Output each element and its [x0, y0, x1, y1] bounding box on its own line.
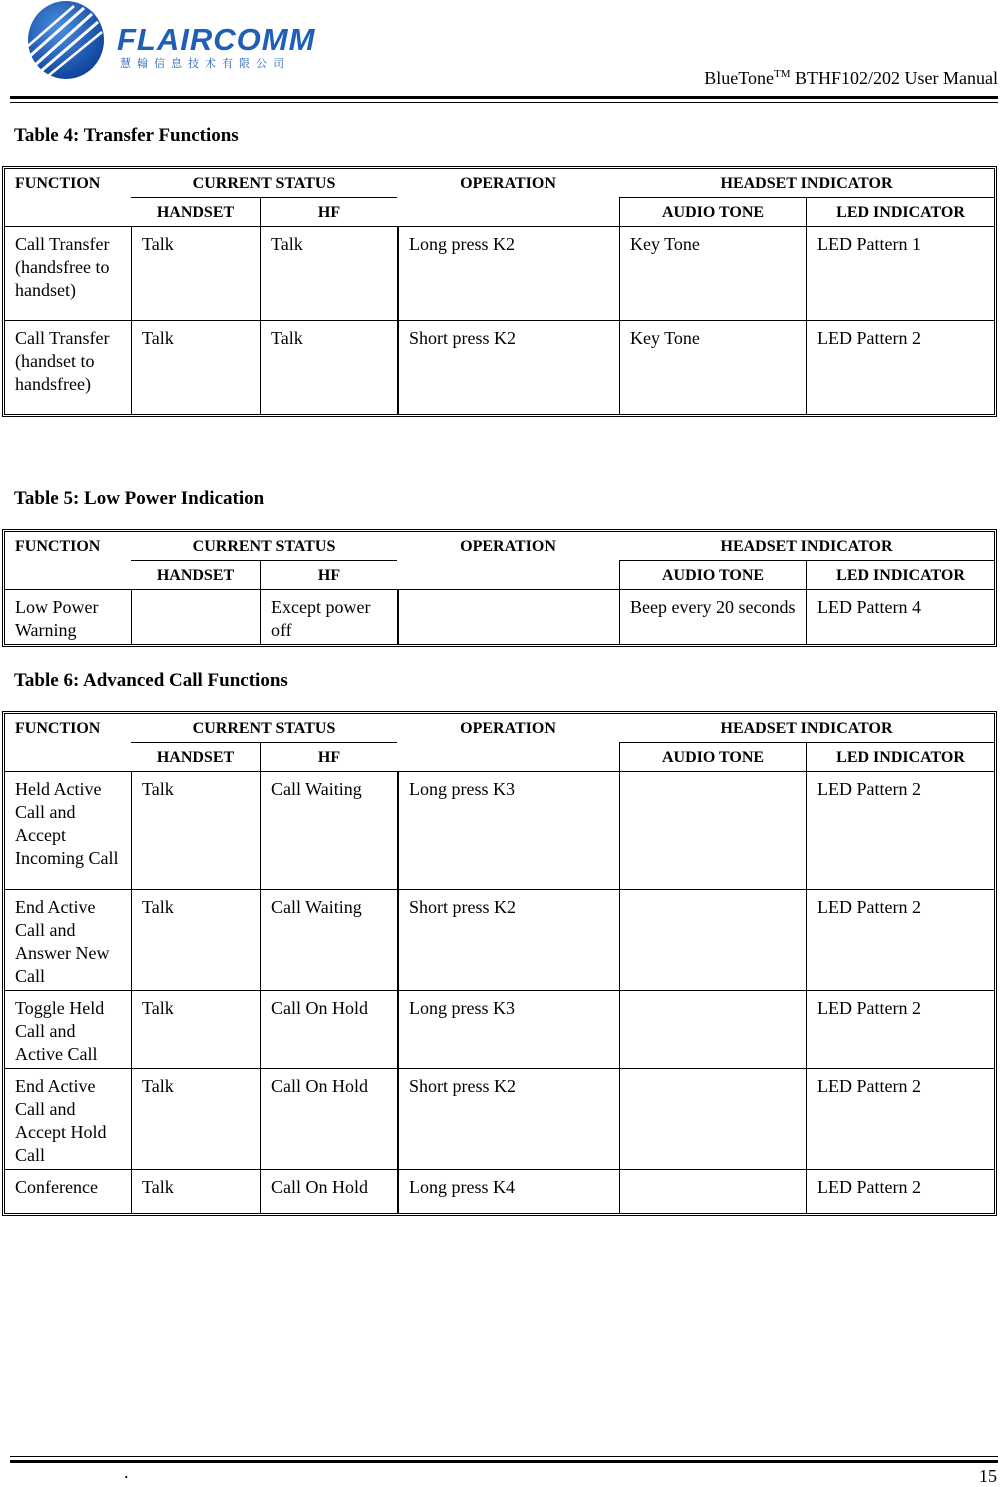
cell-operation: Short press K2 — [397, 1068, 619, 1169]
page-number: 15 — [979, 1466, 997, 1486]
footer-rule-thick — [10, 1460, 998, 1463]
cell-function: End Active Call and Accept Hold Call — [5, 1068, 131, 1169]
th-led-indicator: LED INDICATOR — [806, 561, 994, 589]
cell-operation: Short press K2 — [397, 889, 619, 990]
cell-audio-tone: Beep every 20 seconds — [619, 589, 806, 644]
cell-handset: Talk — [131, 320, 260, 414]
th-audio-tone: AUDIO TONE — [619, 561, 806, 589]
cell-led-indicator: LED Pattern 2 — [806, 990, 994, 1068]
flaircomm-logo — [14, 0, 314, 84]
th-operation: OPERATION — [460, 720, 556, 737]
table-row — [5, 226, 994, 320]
cell-audio-tone — [619, 990, 806, 1068]
title-rest: BTHF102/202 User Manual — [790, 68, 998, 88]
th-current-status: CURRENT STATUS — [131, 169, 397, 198]
th-function: FUNCTION — [15, 538, 101, 555]
th-headset-indicator: HEADSET INDICATOR — [619, 714, 994, 743]
th-headset-indicator: HEADSET INDICATOR — [619, 169, 994, 198]
logo-chinese-subtitle: 慧翰信息技术有限公司 — [120, 57, 290, 70]
page-header — [0, 0, 1003, 110]
th-current-status: CURRENT STATUS — [131, 532, 397, 561]
header-rule-thick — [10, 96, 998, 99]
cell-operation: Long press K3 — [397, 771, 619, 889]
cell-function: Call Transfer (handsfree to handset) — [5, 226, 131, 320]
cell-function: Held Active Call and Accept Incoming Call — [5, 771, 131, 889]
th-hf: HF — [260, 198, 397, 226]
cell-handset: Talk — [131, 226, 260, 320]
cell-led-indicator: LED Pattern 2 — [806, 1068, 994, 1169]
table-row — [5, 1068, 994, 1169]
th-headset-indicator: HEADSET INDICATOR — [619, 532, 994, 561]
cell-hf: Call Waiting — [260, 771, 397, 889]
cell-hf: Call On Hold — [260, 1169, 397, 1213]
th-led-indicator: LED INDICATOR — [806, 198, 994, 226]
table-row — [5, 771, 994, 889]
table-row — [5, 990, 994, 1068]
th-function: FUNCTION — [15, 175, 101, 192]
cell-hf: Talk — [260, 320, 397, 414]
cell-led-indicator: LED Pattern 1 — [806, 226, 994, 320]
th-led-indicator: LED INDICATOR — [806, 743, 994, 771]
th-operation: OPERATION — [460, 538, 556, 555]
cell-led-indicator: LED Pattern 4 — [806, 589, 994, 644]
th-hf: HF — [260, 743, 397, 771]
cell-handset: Talk — [131, 1068, 260, 1169]
table4-transfer-functions — [2, 166, 997, 417]
cell-function: End Active Call and Answer New Call — [5, 889, 131, 990]
cell-led-indicator: LED Pattern 2 — [806, 320, 994, 414]
table-row — [5, 589, 994, 644]
cell-hf: Call On Hold — [260, 1068, 397, 1169]
cell-hf: Talk — [260, 226, 397, 320]
trademark-mark: TM — [774, 68, 791, 80]
cell-handset: Talk — [131, 990, 260, 1068]
table6-caption: Table 6: Advanced Call Functions — [14, 670, 288, 691]
table4-caption: Table 4: Transfer Functions — [14, 125, 239, 146]
header-rule-thin — [10, 102, 998, 103]
cell-operation: Long press K4 — [397, 1169, 619, 1213]
cell-handset: Talk — [131, 771, 260, 889]
th-operation: OPERATION — [460, 175, 556, 192]
th-handset: HANDSET — [156, 749, 235, 766]
th-handset: HANDSET — [156, 567, 235, 584]
logo-wordmark: FLAIRCOMM — [117, 22, 316, 57]
table-row — [5, 1169, 994, 1213]
footer-mark: . — [124, 1462, 129, 1482]
cell-handset — [131, 589, 260, 644]
cell-led-indicator: LED Pattern 2 — [806, 1169, 994, 1213]
th-hf: HF — [260, 561, 397, 589]
th-current-status: CURRENT STATUS — [131, 714, 397, 743]
cell-operation: Short press K2 — [397, 320, 619, 414]
cell-function: Low Power Warning — [5, 589, 131, 644]
table5-caption: Table 5: Low Power Indication — [14, 488, 265, 509]
cell-hf: Except power off — [260, 589, 397, 644]
cell-hf: Call On Hold — [260, 990, 397, 1068]
th-audio-tone: AUDIO TONE — [619, 198, 806, 226]
th-function: FUNCTION — [15, 720, 101, 737]
cell-function: Toggle Held Call and Active Call — [5, 990, 131, 1068]
cell-handset: Talk — [131, 1169, 260, 1213]
cell-operation: Long press K2 — [397, 226, 619, 320]
cell-operation: Long press K3 — [397, 990, 619, 1068]
cell-audio-tone — [619, 889, 806, 990]
cell-function: Call Transfer (handset to handsfree) — [5, 320, 131, 414]
cell-audio-tone: Key Tone — [619, 320, 806, 414]
table-row — [5, 320, 994, 414]
cell-audio-tone — [619, 771, 806, 889]
cell-hf: Call Waiting — [260, 889, 397, 990]
cell-audio-tone — [619, 1169, 806, 1213]
logo-globe-icon — [14, 0, 110, 84]
table6-advanced-call-functions — [2, 711, 997, 1216]
document-title — [704, 68, 998, 89]
table5-low-power-indication — [2, 529, 997, 647]
footer-rule-thin — [10, 1456, 998, 1457]
title-prefix: BlueTone — [704, 68, 775, 88]
cell-function: Conference — [5, 1169, 131, 1213]
cell-audio-tone: Key Tone — [619, 226, 806, 320]
cell-led-indicator: LED Pattern 2 — [806, 771, 994, 889]
cell-operation — [397, 589, 619, 644]
cell-handset: Talk — [131, 889, 260, 990]
cell-led-indicator: LED Pattern 2 — [806, 889, 994, 990]
th-audio-tone: AUDIO TONE — [619, 743, 806, 771]
table-row — [5, 889, 994, 990]
th-handset: HANDSET — [156, 204, 235, 221]
cell-audio-tone — [619, 1068, 806, 1169]
